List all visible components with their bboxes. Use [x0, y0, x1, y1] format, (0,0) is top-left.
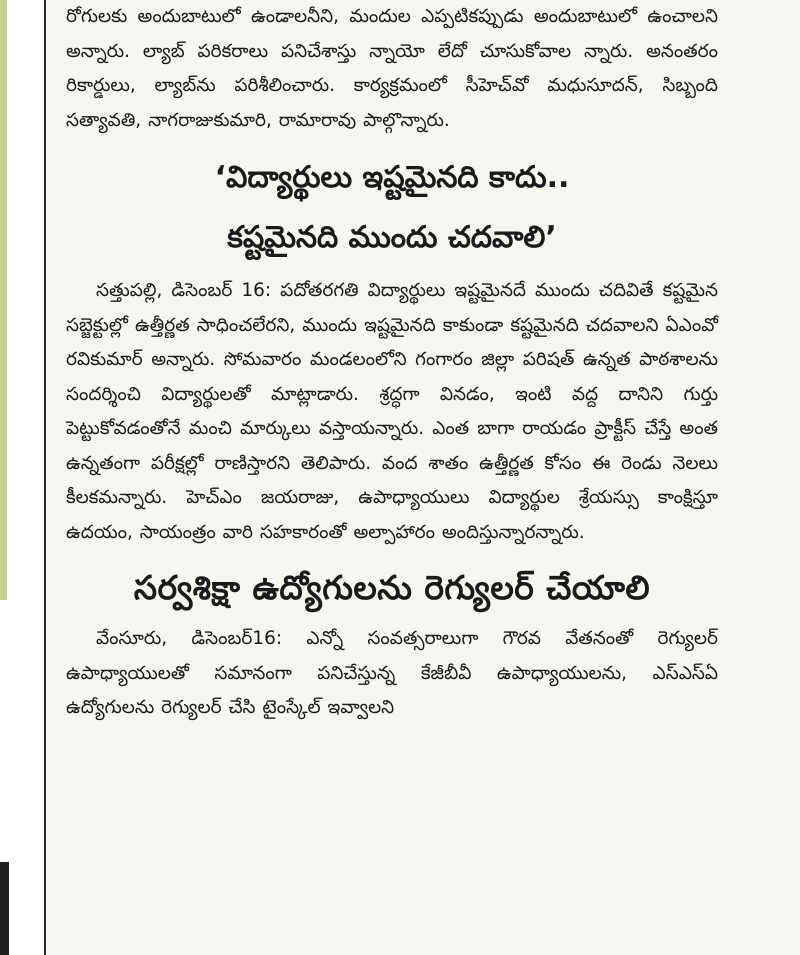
- article3-body: [66, 622, 718, 726]
- column-rule: [44, 0, 46, 955]
- adjacent-column-edge: [0, 0, 7, 600]
- adjacent-column-edge-dark: [0, 862, 9, 955]
- article3-headline: సర్వశిక్షా ఉద్యోగులను రెగ్యులర్ చేయాలి: [133, 568, 651, 607]
- article3-body-text: వేంసూరు, డిసెంబర్16: ఎన్నో సంవత్సరాలుగా గౌరవ వేతనంతో రెగ్యులర్ ఉపాధ్యాయులతో సమానంగా పనిచేస్తున్న కేజీబీవీ ఉపాధ్యాయులను, ఎస్ఎస్ఏ ఉద్యోగులను రెగ్యులర్ చేసి టైంస్కేల్ ఇవ్వాలని: [66, 628, 718, 718]
- left-margin: [0, 0, 44, 955]
- article2-headline-line1: ‘విద్యార్థులు ఇష్టమైనది కాదు..: [214, 160, 570, 195]
- article2-body-text: సత్తుపల్లి, డిసెంబర్ 16: పదోతరగతి విద్యార్థులు ఇష్టమైనదే ముందు చదివితే కష్టమైన సబ్జెక్టుల్లో ఉత్తీర్ణత సాధించలేరని, ముందు ఇష్టమైనది కాకుండా కష్టమైనది చదవాలని ఏఎంవో రవికుమార్ అన్నారు. సోమవారం మండలంలోని గంగారం జిల్లా పరిషత్ ఉన్నత పాఠశాలను సందర్శించి విద్యార్థులతో మాట్లాడారు. శ్రద్ధగా వినడం, ఇంటి వద్ద దానిని గుర్తు పెట్టుకోవడంతోనే మంచి మార్కులు వస్తాయన్నారు. ఎంత బాగా రాయడం ప్రాక్టీస్ చేస్తే అంత ఉన్నతంగా పరీక్షల్లో రాణిస్తారని తెలిపారు. వంద శాతం ఉత్తీర్ణత కోసం ఈ రెండు నెలలు కీలకమన్నారు. హెచ్ఎం జయరాజు, ఉపాధ్యాయులు విద్యార్థుల శ్రేయస్సు కాంక్షిస్తూ ఉదయం, సాయంత్రం వారి సహకారంతో అల్పాహారం అందిస్తున్నారన్నారు.: [66, 280, 718, 543]
- article2-headline-line2: కష్టమైనది ముందు చదవాలి’: [227, 220, 557, 255]
- article1-body: రోగులకు అందుబాటులో ఉండాలనీని, మందుల ఎప్పటికప్పుడు అందుబాటులో ఉంచాలని అన్నారు. ల్యాబ్ పరికరాలు పనిచేశాస్తు న్నాయో లేదో చూసుకోవాల న్నారు. అనంతరం రికార్డులు, ల్యాబ్‌ను పరిశీలించారు. కార్యక్రమంలో సీహెచ్‌వో మధుసూదన్, సిబ్బంది సత్యావతి, నాగరాజుకుమారి, రామారావు పాల్గొన్నారు.: [66, 6, 718, 131]
- article2-headline: [66, 148, 718, 268]
- news-column: [66, 0, 718, 726]
- article2-body: [66, 274, 718, 550]
